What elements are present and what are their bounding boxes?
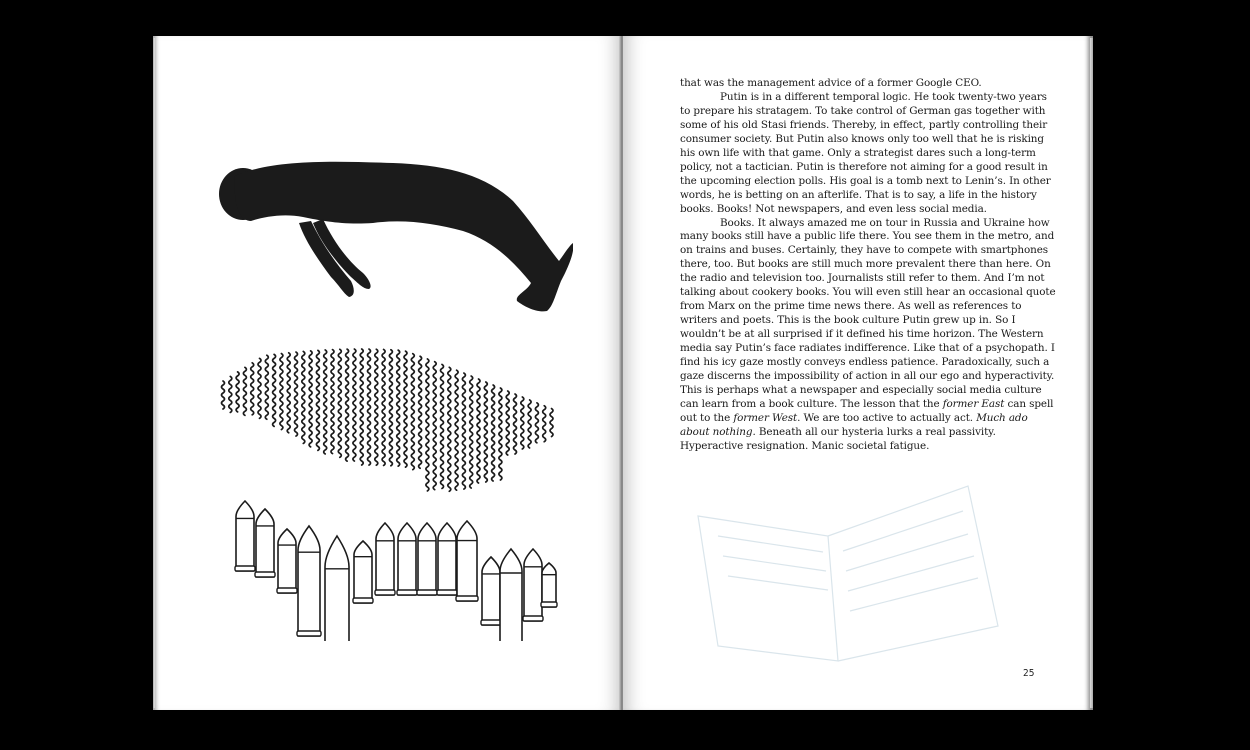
wavy-line [331,350,334,454]
bullet-cartridge [398,523,416,595]
bullet-cartridge [376,523,394,595]
bullet-base [523,616,543,621]
wavy-line [309,351,312,447]
bullet-base [297,631,321,636]
wavy-line [280,354,283,430]
wavy-line [302,351,305,443]
wavy-line [324,350,327,454]
italic-text: former West [733,411,798,424]
wavy-line [243,367,246,415]
wavy-line [543,406,546,442]
wavy-line [550,409,553,437]
bullet-base [437,590,457,595]
wavy-line [470,376,473,488]
wavy-line [287,353,290,433]
wavy-line [528,400,531,448]
text-run: . We are too active to actually act. [797,411,977,424]
wavy-line [229,376,232,412]
page-illustrations [213,151,573,641]
wavy-lines-figure [222,349,554,491]
wavy-line [382,349,385,465]
bullet-cartridge [418,523,436,595]
wavy-line [368,349,371,465]
wavy-line [477,379,480,483]
bullet-cartridge [236,501,254,571]
wavy-line [338,349,341,457]
text-run: Putin is in a different temporal logic. He took twenty-two years to prepare his stratagem. To take control of German gas together with some of his old Stasi friends. Thereby, in effect, partly controlling their consumer society. But Putin also knows only too well that he is risking his own life with that game. Only a strategist dares such a long-term policy, not a tactician. Putin is therefore not aiming for a good result in the upcoming election polls. His goal is a tomb next to Lenin’s. In other words, he is betting on an afterlife. That is to say, a life in the history books. Books! Not newspapers, and even less social media. [680,90,1051,215]
paragraph [680,217,1056,454]
bullet-cartridge [278,529,296,593]
show-through-book-illustration [678,476,1008,666]
left-page-edge [153,38,155,708]
wavy-line [295,352,298,436]
bullet-cartridge [298,526,320,636]
bullet-cartridge [256,509,274,577]
text-run: can spell out to the [680,397,1054,424]
bullet-cartridge [325,536,349,641]
bullet-cartridge [500,549,522,641]
bullet-cartridge [457,521,477,601]
wavy-line [397,350,400,466]
wavy-line [441,364,444,488]
wavy-line [514,394,517,454]
bullet-base [235,566,255,571]
wavy-line [375,349,378,465]
page-number: 25 [1023,668,1035,679]
wavy-line [346,349,349,461]
wavy-line [419,356,422,468]
wavy-line [360,349,363,465]
body-text [680,77,1056,454]
text-run: . Beneath all our hysteria lurks a real passivity. Hyperactive resignation. Manic societal fatigue. [680,425,996,452]
right-page-edge [1090,38,1093,708]
wavy-line [499,388,502,480]
bullet-base [277,588,297,593]
wavy-line [236,372,239,412]
bullet-base [481,620,501,625]
wavy-line [353,349,356,461]
left-page [153,36,621,710]
wavy-line [535,403,538,443]
wavy-line [484,382,487,482]
wavy-line [506,391,509,455]
wavy-line [455,370,458,490]
wavy-line [521,397,524,449]
wavy-line [404,351,407,467]
wavy-line [433,362,436,490]
bullet-cartridge [542,563,556,607]
bullet-cartridge [438,523,456,595]
wavy-line [389,350,392,466]
wavy-line [251,363,254,415]
text-run: Books. It always amazed me on tour in Russia and Ukraine how many books still have a public life there. You see them in the metro, and on trains and buses. Certainly, they have to compete with smartphones there, too. But books are still much more prevalent there than here. On the radio and television too. Journalists still refer to them. And I’m not talking about cookery books. You will even still hear an occasional quote from Marx on the prime time news there. As well as references to writers and poets. This is the book culture Putin grew up in. So I wouldn’t be at all surprised if it defined his time horizon. The Western media say Putin’s face radiates indifference. Like that of a psychopath. I find his icy gaze mostly conveys endless patience. Paradoxically, such a gaze discerns the impossibility of action in all our ego and hyperactivity. This is perhaps what a newspaper and especially social media culture can learn from a book culture. The lesson that the [680,216,1056,410]
right-page [623,36,1093,710]
paragraph [680,91,1056,217]
wavy-line [448,367,451,491]
italic-text: Much ado about nothing [680,411,1028,438]
bullet-base [255,572,275,577]
bullet-cartridge [482,557,500,625]
wavy-line [426,359,429,491]
wavy-line [273,354,276,426]
bullet-base [353,598,373,603]
wavy-line [492,385,495,481]
bullet-cartridge [524,549,542,621]
bullet-cartridges [235,501,557,641]
floating-figure-silhouette [219,162,573,312]
paragraph [680,77,1056,91]
wavy-line [411,354,414,470]
text-run: that was the management advice of a former Google CEO. [680,77,982,89]
bullet-base [541,602,557,607]
bullet-base [397,590,417,595]
bullet-base [417,590,437,595]
wavy-line [462,373,465,489]
wavy-line [316,350,319,450]
bullet-base [375,590,395,595]
wavy-line [258,358,261,418]
wavy-line [222,381,225,409]
book-spread [153,36,1093,710]
bullet-base [456,596,478,601]
italic-text: former East [942,397,1005,410]
bullet-cartridge [354,541,372,603]
wavy-line [265,355,268,419]
